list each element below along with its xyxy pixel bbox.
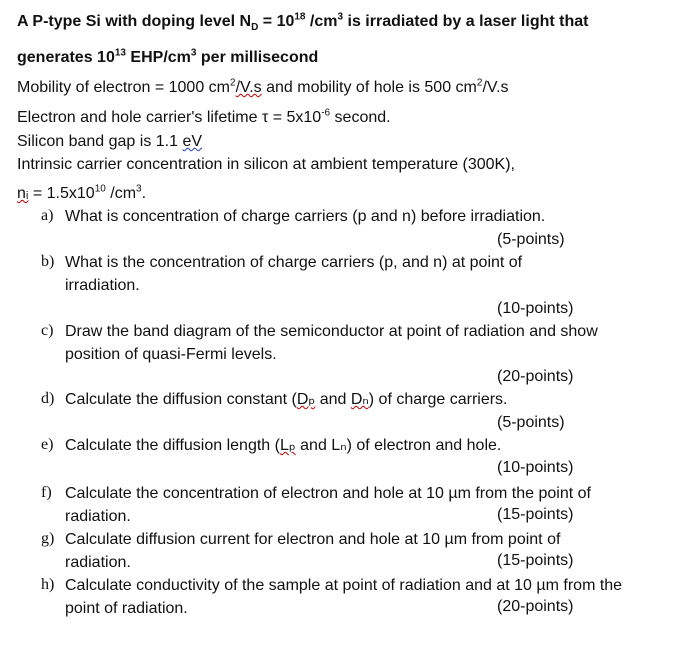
length-symbol: Lₚ [279,437,296,454]
exponent: 3 [136,183,142,195]
given-text: and mobility of hole is 500 cm [261,79,477,96]
header-text: = 10 [258,13,295,30]
question-text: What is the concentration of charge carriers (p, and n) at point of irradiation. [65,254,523,294]
ni-symbol: nᵢ [17,185,29,202]
given-text: /cm [105,185,137,202]
exponent: 10 [94,183,106,195]
points-label: (5-points) [497,231,565,248]
question-text-part: and [295,437,332,454]
question-label: c) [41,322,54,339]
doping-subscript: D [251,22,259,34]
exponent: 13 [114,47,126,59]
question-label: e) [41,436,54,453]
question-label: h) [41,576,55,593]
length-symbol: Lₙ [331,437,347,454]
question-text-part: Calculate the diffusion length ( [65,437,280,454]
mobility-line [17,78,509,98]
points-label: (20-points) [497,598,574,615]
given-text: . [141,185,147,202]
question-text: Draw the band diagram of the semiconductor at point of radiation and show position of quasi-Fermi levels. [65,323,598,363]
question-text-part: ) of charge carriers. [368,391,508,408]
points-label: (15-points) [497,552,574,569]
bandgap-line [17,132,202,152]
points-label: (15-points) [497,506,574,523]
exponent: 2 [230,77,236,89]
exponent: 3 [190,47,197,59]
question-label: a) [41,207,54,224]
given-text: Mobility of electron = 1000 cm [17,79,230,96]
header-text: generates 10 [17,49,115,66]
question-text-part: and [315,391,351,408]
exponent: 18 [294,11,306,23]
given-text: = 1.5x10 [28,185,95,202]
question-text: Calculate conductivity of the sample at point of radiation and at 10 µm from the point of radiation. [65,577,623,617]
points-label: (10-points) [497,300,574,317]
exponent: 3 [337,11,344,23]
problem-statement-line-2 [17,48,318,68]
header-text: A P-type Si with doping level N [17,13,252,30]
question-label: b) [41,253,55,270]
question-text [65,388,655,411]
question-text [65,434,655,457]
question-text: Calculate diffusion current for electron and hole at 10 µm from point of radiation. [65,531,561,571]
question-text: Calculate the concentration of electron and hole at 10 µm from the point of radiation. [65,485,591,525]
question-label: f) [41,484,52,501]
question-text: What is concentration of charge carriers (p and n) before irradiation. [65,208,546,225]
given-text: second. [330,109,391,126]
header-text: EHP/cm [125,49,191,66]
question-text-part: Calculate the diffusion constant ( [65,391,297,408]
question-label: g) [41,530,55,547]
given-text: Silicon band gap is 1.1 [17,133,183,150]
given-text: Intrinsic carrier concentration in silicon at ambient temperature (300K), [17,156,515,173]
diffusion-symbol: Dₚ [296,391,316,408]
header-text: per millisecond [196,49,319,66]
given-text: Electron and hole carrier's lifetime τ = 5x10 [17,109,322,126]
unit-text: eV [182,133,203,150]
lifetime-line [17,108,391,128]
header-text: /cm [305,13,338,30]
ni-line [17,184,146,204]
exponent: 2 [476,77,483,89]
diffusion-symbol: Dₙ [350,391,369,408]
exponent: -6 [321,107,331,119]
intrinsic-line [17,155,515,175]
unit-text: /V.s [482,79,509,96]
question-text-part: ) of electron and hole. [346,437,502,454]
problem-statement-line-1 [17,12,588,32]
unit-text: /V.s [235,79,262,96]
header-text: is irradiated by a laser light that [343,13,589,30]
points-label: (10-points) [497,459,574,476]
question-label: d) [41,390,55,407]
points-label: (5-points) [497,414,565,431]
points-label: (20-points) [497,368,574,385]
